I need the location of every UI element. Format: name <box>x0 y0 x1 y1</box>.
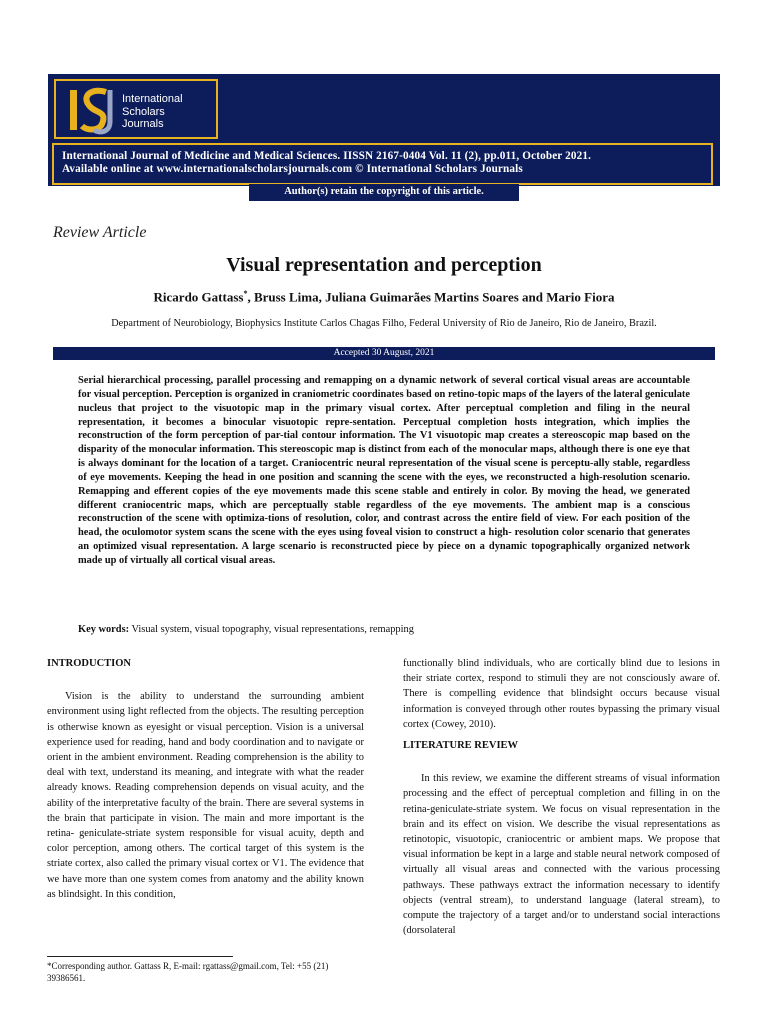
isj-logo-icon <box>66 84 118 136</box>
article-type: Review Article <box>53 224 147 241</box>
logo-line: Scholars <box>122 105 165 118</box>
corresponding-mark: * <box>243 289 248 298</box>
section-heading: INTRODUCTION <box>47 658 132 669</box>
affiliation: Department of Neurobiology, Biophysics Institute Carlos Chagas Filho, Federal University of Rio de Janeiro, Rio de Janeiro, Brazil. <box>111 318 657 329</box>
keywords-text: Visual system, visual topography, visual representations, remapping <box>131 624 414 635</box>
footnote: *Corresponding author. Gattass R, E-mail: rgattass@gmail.com, Tel: +55 (21) 39386561. <box>47 961 329 983</box>
body-column-left <box>47 656 364 902</box>
keywords-label: Key words: <box>78 624 130 635</box>
logo-line: Journals <box>122 118 164 130</box>
section-heading: LITERATURE REVIEW <box>403 740 519 752</box>
body-paragraph: functionally blind individuals, who are cortically blind due to lesions in their striate cortex, respond to stimuli they are not consciously aware of. There is compelling evidence that blindsight occurs because visual information is conveyed through other routes bypassing the primary visual cortex (Cowey, 2010). <box>403 658 720 730</box>
body-column-right <box>403 656 720 938</box>
abstract: Serial hierarchical processing, parallel processing and remapping on a dynamic network of several cortical visual areas are accountable for visual perception. Perception is organized in craniometric coordinates based on retino-topic maps of the layers of the lateral geniculate nucleus that project to the visuotopic map in the primary visual cortex. After perceptual completion and filing in the neural representation, it becomes a binocular visuotopic repre-sentation. Perceptual completion hosts integration, which implies the reconstruction of the form perception of par-tial contour information. The V1 visuotopic map creates a stereoscopic map based on the disparity of the monocular information. This stereoscopic map is distinct from each of the monocular maps, although there is one eye that is always dominant for the location of a target. Craniocentric neural representation of the visual scene is perceptu-ally stable, regardless of eye movements. Keeping the head in one position and scanning the scene with the eyes, we reconstructed a high-resolution scenario. Remapping and efferent copies of the eye movements made this scene stable and entirely in color. By moving the head, we generated different craniocentric maps, which are perceptually stable regardless of the eye movements. The ambient map is a conscious reconstruction of the scene with optimiza-tions of resolution, color, and contrast across the entire field of view. For each position of the head, the oculomotor system scans the scene with the eyes using foveal vision to construct a high- resolution color scenario that generates an optimized visual representation. A large scenario is reconstructed piece by piece on a dynamic topographically organized network made up of virtually all cortical visual areas. <box>78 375 690 566</box>
copyright-notice: Author(s) retain the copyright of this article. <box>249 184 519 201</box>
logo-text <box>122 93 183 131</box>
accepted-date: Accepted 30 August, 2021 <box>53 347 715 360</box>
author-list: Ricardo Gattass*, Bruss Lima, Juliana Guimarães Martins Soares and Mario Fiora <box>153 289 615 305</box>
citation-box <box>52 143 713 185</box>
citation-line: International Journal of Medicine and Medical Sciences. IISSN 2167-0404 Vol. 11 (2), pp.011, October 2021. <box>62 150 592 162</box>
article-title: Visual representation and perception <box>226 254 542 276</box>
logo-line: International <box>122 93 183 105</box>
citation-line: Available online at www.internationalscholarsjournals.com © International Scholars Journals <box>62 163 523 175</box>
body-paragraph: In this review, we examine the different streams of visual information processing and the effect of perceptual completion and filling in on the retina-geniculate-striate system. We focus on visual representation in the brain and its effect on vision. We describe the visual representations as retinotopic, visuotopic, craniocentric or ambient maps. We propose that visual information be kept in a large and stable neural network composed of virtually all visual areas and connected with the various processing pathways. These pathways extract the information necessary to identify objects (ventral stream), to understand language (lateral stream), to compute the trajectory of a target and/or to understand social interactions (dorsolateral <box>403 773 720 937</box>
body-paragraph: Vision is the ability to understand the surrounding ambient environment using light reflected from the objects. The resulting perception is otherwise known as eyesight or visual perception. Vision is a universal experience used for reading, hand and body coordination and to navigate or orient in the ambient environment. Reading comprehension is the ability to deal with text, understand its meaning, and integrate with what the reader already knows. Reading comprehension depends on visual acuity, and the ability of the interpretative faculty of the brain. There are several systems in the brain that participate in vision. The main and more important is the retina- geniculate-striate system responsible for visual acuity, depth and color perception, among others. The cortical target of this system is the striate cortex, also called the primary visual cortex or V1. The evidence that we have more than one system comes from anatomy and the ability known as blindsight. In this condition, <box>47 691 364 900</box>
footnote-divider <box>47 956 233 957</box>
keywords <box>78 624 690 635</box>
journal-logo <box>54 79 218 139</box>
